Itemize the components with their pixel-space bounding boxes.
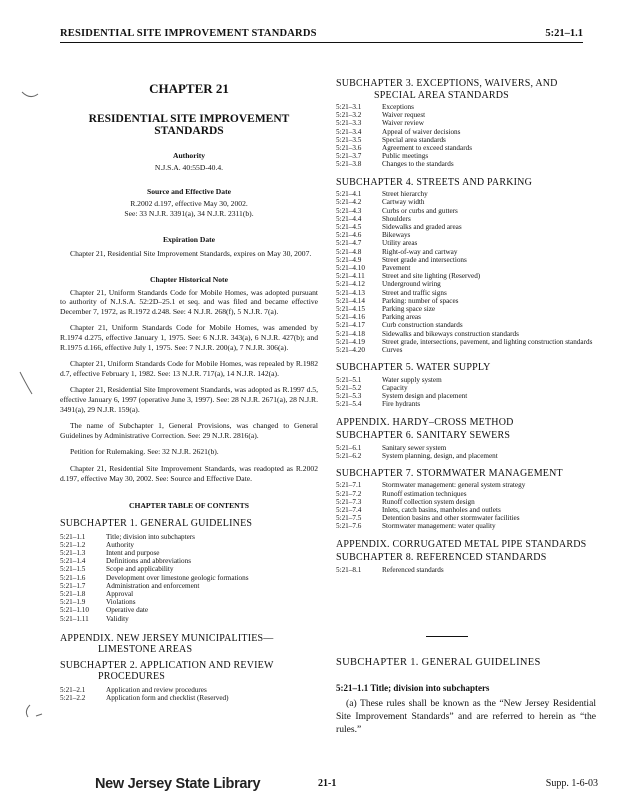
section-title: Operative date (106, 606, 149, 615)
section-title: Street hierarchy (382, 190, 428, 199)
section-number: 5:21–6.1 (336, 443, 362, 452)
section-number: 5:21–5.3 (336, 392, 362, 401)
subchapter-1-title: SUBCHAPTER 1. GENERAL GUIDELINES (60, 518, 253, 530)
section-number: 5:21–3.4 (336, 127, 362, 136)
toc-row (60, 598, 249, 606)
header-section: 5:21–1.1 (545, 28, 583, 39)
toc-row (336, 376, 467, 384)
appendix-cmp-title: APPENDIX. CORRUGATED METAL PIPE STANDARDS (336, 538, 587, 550)
subchapter-6-sections (336, 444, 498, 460)
toc-row (336, 338, 592, 346)
toc-row (336, 207, 592, 215)
history-paragraph: Chapter 21, Uniform Standards Code for Mobile Homes, was adopted pursuant to authority of N.J.S.A. 52:2D–25.1 et seq. and was filed and became effective December 7, 1972, as R.1972 d.248. See: 4 N.J.R. 268(f), 5 N.J.R. 7(a). (60, 287, 318, 316)
section-title: Street grade and intersections (382, 255, 467, 264)
section-title: Runoff collection system design (382, 497, 475, 506)
section-number: 5:21–8.1 (336, 565, 362, 574)
section-number: 5:21–2.1 (60, 685, 86, 694)
section-number: 5:21–4.13 (336, 288, 365, 297)
history-paragraph: Chapter 21, Uniform Standards Code for Mobile Homes, was repealed by R.1982 d.7, effective February 1, 1982. See: 13 N.J.R. 717(a), 14 N.J.R. 142(a). (60, 359, 319, 378)
section-title: Capacity (382, 383, 408, 392)
section-number: 5:21–4.19 (336, 337, 365, 346)
toc-row (336, 239, 592, 247)
toc-row (336, 498, 525, 506)
section-number: 5:21–2.2 (60, 694, 86, 703)
toc-row (336, 452, 498, 460)
toc-row (60, 615, 249, 623)
section-title: Development over limestone geologic formations (106, 573, 249, 582)
toc-row (60, 557, 249, 565)
section-number: 5:21–3.5 (336, 135, 362, 144)
section-number: 5:21–3.7 (336, 152, 362, 161)
section-number: 5:21–4.8 (336, 247, 362, 256)
expiration-text: Chapter 21, Residential Site Improvement Standards, expires on May 30, 2007. (70, 249, 312, 258)
section-number: 5:21–4.11 (336, 272, 365, 281)
toc-row (336, 444, 498, 452)
toc-row (336, 384, 467, 392)
section-number: 5:21–4.16 (336, 313, 365, 322)
section-title: Sidewalks and graded areas (382, 222, 462, 231)
page-number: 21-1 (318, 778, 337, 789)
toc-row (336, 313, 592, 321)
section-title: Parking space size (382, 304, 436, 313)
subchapter-7-sections (336, 481, 525, 530)
authority-text: N.J.S.A. 40:55D-40.4. (154, 163, 224, 172)
section-number: 5:21–3.8 (336, 160, 362, 169)
section-number: 5:21–1.11 (60, 614, 89, 623)
toc-row (336, 481, 525, 489)
library-stamp: New Jersey State Library (95, 776, 261, 792)
section-title: Application form and checklist (Reserved) (106, 694, 229, 703)
section-1-1-body: (a) These rules shall be known as the “New Jersey Residential Site Improvement Standards” and are referred to herein as “the rules.” (336, 698, 596, 735)
subchapter-7-title: SUBCHAPTER 7. STORMWATER MANAGEMENT (336, 467, 563, 479)
toc-row (336, 289, 592, 297)
toc-row (336, 111, 472, 119)
toc-row (336, 256, 592, 264)
section-title: Bikeways (382, 231, 411, 240)
toc-row (336, 330, 592, 338)
toc-row (60, 541, 249, 549)
section-title: Special area standards (382, 135, 446, 144)
section-title: Detention basins and other stormwater facilities (382, 514, 520, 523)
section-title: Street and site lighting (Reserved) (382, 272, 481, 281)
section-title: Public meetings (382, 152, 429, 161)
section-title: Scope and applicability (106, 565, 174, 574)
toc-row (336, 566, 444, 574)
history-paragraph: Chapter 21, Residential Site Improvement Standards, was adopted as R.1997 d.5, effective January 6, 1997 (operative June 3, 1997). See: 28 N.J.R. 2671(a), 28 N.J.R. 3491(a), 29 N.J.R. 159(a). (60, 385, 318, 414)
section-title: Definitions and abbreviations (106, 557, 192, 566)
toc-row (60, 533, 249, 541)
toc-row (60, 694, 229, 702)
section-title: Changes to the standards (382, 160, 454, 169)
section-title: Curves (382, 345, 403, 354)
section-number: 5:21–7.3 (336, 497, 362, 506)
section-title: Administration and enforcement (106, 581, 200, 590)
subchapter-3-title-2: SPECIAL AREA STANDARDS (374, 89, 509, 101)
section-title: Application and review procedures (106, 685, 207, 694)
toc-row (336, 400, 467, 408)
margin-marks (0, 0, 60, 800)
section-number: 5:21–6.2 (336, 451, 362, 460)
section-number: 5:21–7.5 (336, 514, 362, 523)
toc-row (336, 346, 592, 354)
section-title: Authority (106, 540, 134, 549)
subchapter-5-title: SUBCHAPTER 5. WATER SUPPLY (336, 362, 491, 374)
section-number: 5:21–4.7 (336, 239, 362, 248)
toc-row (336, 223, 592, 231)
section-number: 5:21–1.1 (60, 532, 86, 541)
section-number: 5:21–5.2 (336, 383, 362, 392)
section-number: 5:21–4.10 (336, 263, 365, 272)
subchapter-2-title-2: PROCEDURES (98, 671, 166, 683)
header-title: RESIDENTIAL SITE IMPROVEMENT STANDARDS (60, 28, 317, 39)
section-number: 5:21–1.8 (60, 590, 86, 599)
section-title: Pavement (382, 263, 411, 272)
section-title: Waiver review (382, 119, 424, 128)
section-title: Stormwater management: general system strategy (382, 481, 526, 490)
toc-row (336, 297, 592, 305)
toc-row (336, 280, 592, 288)
section-number: 5:21–1.6 (60, 573, 86, 582)
chapter-title: RESIDENTIAL SITE IMPROVEMENT STANDARDS (88, 113, 290, 137)
section-title: Cartway width (382, 198, 425, 207)
history-paragraph: The name of Subchapter 1, General Provisions, was changed to General Guidelines by Administrative Correction. See: 29 N.J.R. 2816(a). (60, 421, 318, 440)
section-number: 5:21–3.6 (336, 144, 362, 153)
source-text: R.2002 d.197, effective May 30, 2002. (130, 199, 248, 208)
section-title: Inlets, catch basins, manholes and outlets (382, 506, 501, 515)
section-title: Stormwater management: water quality (382, 522, 496, 531)
section-title: Street grade, intersections, pavement, and lighting construction standards (382, 337, 593, 346)
section-title: Approval (106, 590, 134, 599)
section-divider (426, 636, 468, 637)
toc-row (336, 160, 472, 168)
history-paragraph: Chapter 21, Residential Site Improvement Standards, was readopted as R.2002 d.197, effective May 30, 2002. See: Source and Effective Date. (60, 463, 318, 483)
toc-row (336, 506, 525, 514)
section-number: 5:21–4.6 (336, 231, 362, 240)
section-title: Parking: number of spaces (382, 296, 459, 305)
section-number: 5:21–1.9 (60, 598, 86, 607)
subchapter-1-sections (60, 533, 249, 623)
toc-row (60, 606, 249, 614)
section-number: 5:21–5.4 (336, 400, 362, 409)
section-title: Validity (106, 614, 129, 623)
source-see: See: 33 N.J.R. 3391(a), 34 N.J.R. 2311(b). (124, 209, 254, 218)
section-number: 5:21–4.9 (336, 255, 362, 264)
section-title: Shoulders (382, 214, 411, 223)
toc-row (60, 565, 249, 573)
section-1-1-title: 5:21–1.1 Title; division into subchapters (336, 683, 490, 693)
section-title: System design and placement (382, 392, 468, 401)
section-title: Fire hydrants (382, 400, 421, 409)
section-title: Waiver request (382, 111, 426, 120)
section-number: 5:21–4.14 (336, 296, 365, 305)
section-title: Exceptions (382, 103, 414, 111)
toc-row (60, 686, 229, 694)
section-number: 5:21–4.15 (336, 304, 365, 313)
right-column (336, 78, 596, 574)
section-title: Underground wiring (382, 280, 441, 289)
section-number: 5:21–1.3 (60, 549, 86, 557)
section-number: 5:21–7.2 (336, 489, 362, 498)
running-header (60, 28, 583, 43)
toc-row (60, 582, 249, 590)
section-number: 5:21–3.3 (336, 119, 362, 128)
toc-row (336, 321, 592, 329)
subchapter-6-title: SUBCHAPTER 6. SANITARY SEWERS (336, 430, 511, 441)
appendix-nj-title-1: APPENDIX. NEW JERSEY MUNICIPALITIES— (60, 632, 274, 644)
toc-row (336, 190, 592, 198)
section-number: 5:21–7.4 (336, 506, 362, 515)
section-title: Intent and purpose (106, 549, 160, 557)
section-number: 5:21–4.1 (336, 190, 362, 199)
toc-row (336, 392, 467, 400)
section-title: Utility areas (382, 239, 418, 248)
section-number: 5:21–7.6 (336, 522, 362, 531)
toc-row (336, 103, 472, 111)
toc-row (336, 119, 472, 127)
section-number: 5:21–4.20 (336, 345, 365, 354)
section-number: 5:21–1.7 (60, 581, 86, 590)
toc-row (336, 136, 472, 144)
toc-row (60, 549, 249, 557)
section-title: Referenced standards (382, 565, 444, 574)
toc-row (336, 305, 592, 313)
subchapter-2-sections (60, 686, 229, 702)
toc-row (60, 590, 249, 598)
section-number: 5:21–3.1 (336, 103, 362, 111)
section-title: Title; division into subchapters (106, 532, 195, 541)
section-number: 5:21–5.1 (336, 375, 362, 384)
section-title: Street and traffic signs (382, 288, 447, 297)
chapter-number: CHAPTER 21 (149, 81, 229, 96)
section-title: Violations (106, 598, 136, 607)
toc-row (336, 128, 472, 136)
toc-row (336, 490, 525, 498)
subchapter-8-title: SUBCHAPTER 8. REFERENCED STANDARDS (336, 552, 547, 564)
section-title: Parking areas (382, 313, 421, 322)
toc-row (336, 264, 592, 272)
source-heading: Source and Effective Date (146, 187, 231, 196)
section-title: Sidewalks and bikeways construction standards (382, 329, 519, 338)
section-number: 5:21–1.10 (60, 606, 89, 615)
toc-row (60, 574, 249, 582)
toc-row (336, 144, 472, 152)
appendix-nj-title-2: LIMESTONE AREAS (98, 644, 193, 656)
section-title: Runoff estimation techniques (382, 489, 467, 498)
history-notes (60, 288, 318, 484)
toc-row (336, 198, 592, 206)
section-number: 5:21–4.17 (336, 321, 365, 330)
section-number: 5:21–4.2 (336, 198, 362, 207)
subchapter-4-title: SUBCHAPTER 4. STREETS AND PARKING (336, 176, 532, 188)
toc-row (336, 248, 592, 256)
toc-heading: CHAPTER TABLE OF CONTENTS (129, 501, 249, 511)
section-title: Water supply system (382, 375, 442, 384)
section-title: Sanitary sewer system (382, 443, 447, 452)
authority-heading: Authority (172, 151, 206, 160)
section-title: Right-of-way and cartway (382, 247, 458, 256)
general-guidelines-title: SUBCHAPTER 1. GENERAL GUIDELINES (336, 657, 541, 668)
general-guidelines-section (336, 657, 596, 736)
subchapter-2-title-1: SUBCHAPTER 2. APPLICATION AND REVIEW (60, 659, 274, 671)
section-number: 5:21–4.5 (336, 222, 362, 231)
subchapter-3-title-1: SUBCHAPTER 3. EXCEPTIONS, WAIVERS, AND (336, 78, 558, 89)
supplement-date: Supp. 1-6-03 (545, 778, 598, 789)
section-number: 5:21–4.18 (336, 329, 365, 338)
section-title: Appeal of waiver decisions (382, 127, 461, 136)
history-heading: Chapter Historical Note (150, 274, 228, 284)
section-number: 5:21–1.5 (60, 565, 86, 574)
subchapter-3-sections (336, 103, 472, 169)
toc-row (336, 152, 472, 160)
section-number: 5:21–3.2 (336, 111, 362, 120)
section-title: Curb construction standards (382, 321, 463, 330)
subchapter-8-sections (336, 566, 444, 574)
toc-row (336, 272, 592, 280)
appendix-hardy-title: APPENDIX. HARDY–CROSS METHOD (336, 416, 514, 428)
toc-row (336, 522, 525, 530)
section-number: 5:21–4.3 (336, 206, 362, 215)
section-number: 5:21–4.12 (336, 280, 365, 289)
section-number: 5:21–1.2 (60, 540, 86, 549)
toc-row (336, 231, 592, 239)
expiration-heading: Expiration Date (162, 235, 216, 244)
toc-row (336, 215, 592, 223)
history-paragraph: Chapter 21, Uniform Standards Code for Mobile Homes, was amended by R.1974 d.275, effective January 1, 1975. See: 6 N.J.R. 343(a), 6 N.J.R. 427(b); and R.1975 d.166, effective July 1, 1975. See: 7 N.J.R. 200(a), 7 N.J.R. 306(a). (60, 323, 318, 352)
section-number: 5:21–4.4 (336, 214, 362, 223)
section-title: Agreement to exceed standards (382, 144, 473, 153)
subchapter-5-sections (336, 376, 467, 409)
history-paragraph: Petition for Rulemaking. See: 32 N.J.R. 2621(b). (70, 447, 219, 457)
section-number: 5:21–1.4 (60, 557, 86, 566)
section-title: Curbs or curbs and gutters (382, 206, 458, 215)
subchapter-4-sections (336, 190, 592, 354)
toc-row (336, 514, 525, 522)
left-column (60, 78, 318, 702)
section-title: System planning, design, and placement (382, 451, 498, 460)
section-number: 5:21–7.1 (336, 481, 362, 490)
